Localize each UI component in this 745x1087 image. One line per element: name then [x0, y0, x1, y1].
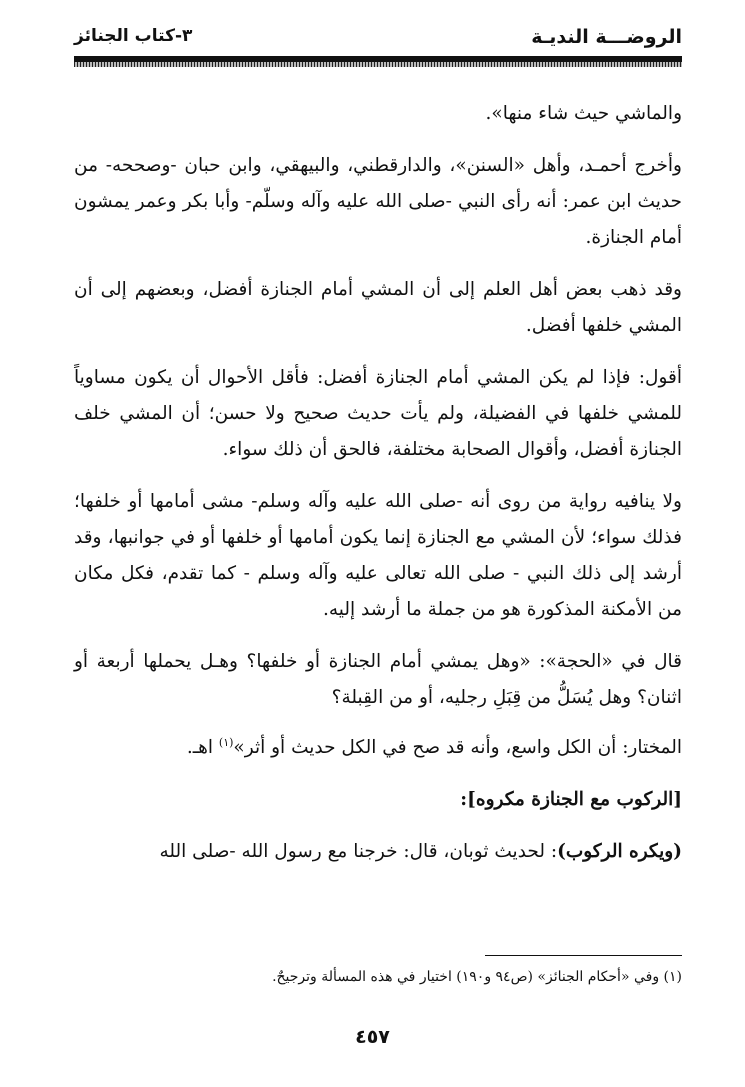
footnote: (١) وفي «أحكام الجنائز» (ص٩٤ و١٩٠) اختيار في هذه المسألة وترجيحٌ. — [272, 969, 682, 985]
paragraph-text: المختار: أن الكل واسع، وأنه قد صح في الكل حديث أو أثر» — [233, 737, 682, 758]
page-number: ٤٥٧ — [355, 1026, 390, 1048]
paragraph: والماشي حيث شاء منها». — [485, 103, 682, 124]
chapter-title: ٣-كتاب الجنائز — [74, 26, 193, 46]
matn-lead: (ويكره الركوب) — [557, 841, 682, 862]
section-heading: [الركوب مع الجنازة مكروه]: — [460, 789, 682, 810]
footnote-ref: (١) — [218, 735, 234, 749]
paragraph: أقول: فإذا لم يكن المشي أمام الجنازة أفضل: فأقل الأحوال أن يكون مساوياً للمشي خلفها في الفضيلة، ولم يأت حديث صحيح ولا حسن؛ أن المشي خلف الجنازة أفضل، وأقوال الصحابة مختلفة، فالحق أن ذلك سواء. — [74, 367, 682, 460]
running-header — [74, 24, 682, 54]
main-text — [74, 96, 682, 886]
book-title: الروضـــة النديـة — [531, 26, 682, 48]
paragraph: ولا ينافيه رواية من روى أنه -صلى الله عليه وآله وسلم- مشى أمامها أو خلفها؛ فذلك سواء؛ لأن المشي مع الجنازة إنما يكون أمامها أو خلفها أو في جوانبها، وقد أرشد إلى ذلك النبي - صلى الله تعالى عليه وآله وسلم - كما تقدم، فكل مكان من الأمكنة المذكورة هو من جملة ما أرشد إليه. — [74, 491, 682, 620]
footnote-rule — [485, 955, 682, 956]
paragraph — [74, 834, 682, 870]
paragraph: وقد ذهب بعض أهل العلم إلى أن المشي أمام الجنازة أفضل، وبعضهم إلى أن المشي خلفها أفضل. — [74, 279, 682, 336]
paragraph: قال في «الحجة»: «وهل يمشي أمام الجنازة أو خلفها؟ وهـل يحملها أربعة أو اثنان؟ وهل يُسَلُّ من قِبَلِ رجليه، أو من القِبلة؟ — [74, 651, 682, 708]
paragraph: وأخرج أحمـد، وأهل «السنن»، والدارقطني، والبيهقي، وابن حبان -وصححه- من حديث ابن عمر: أنه رأى النبي -صلى الله عليه وآله وسلّم- وأبا بكر وعمر يمشون أمام الجنازة. — [74, 155, 682, 248]
header-hatch-rule — [74, 62, 682, 67]
paragraph — [74, 730, 682, 766]
paragraph-text: : لحديث ثوبان، قال: خرجنا مع رسول الله -صلى الله — [159, 841, 558, 862]
paragraph-text-end: اهـ. — [186, 737, 219, 758]
